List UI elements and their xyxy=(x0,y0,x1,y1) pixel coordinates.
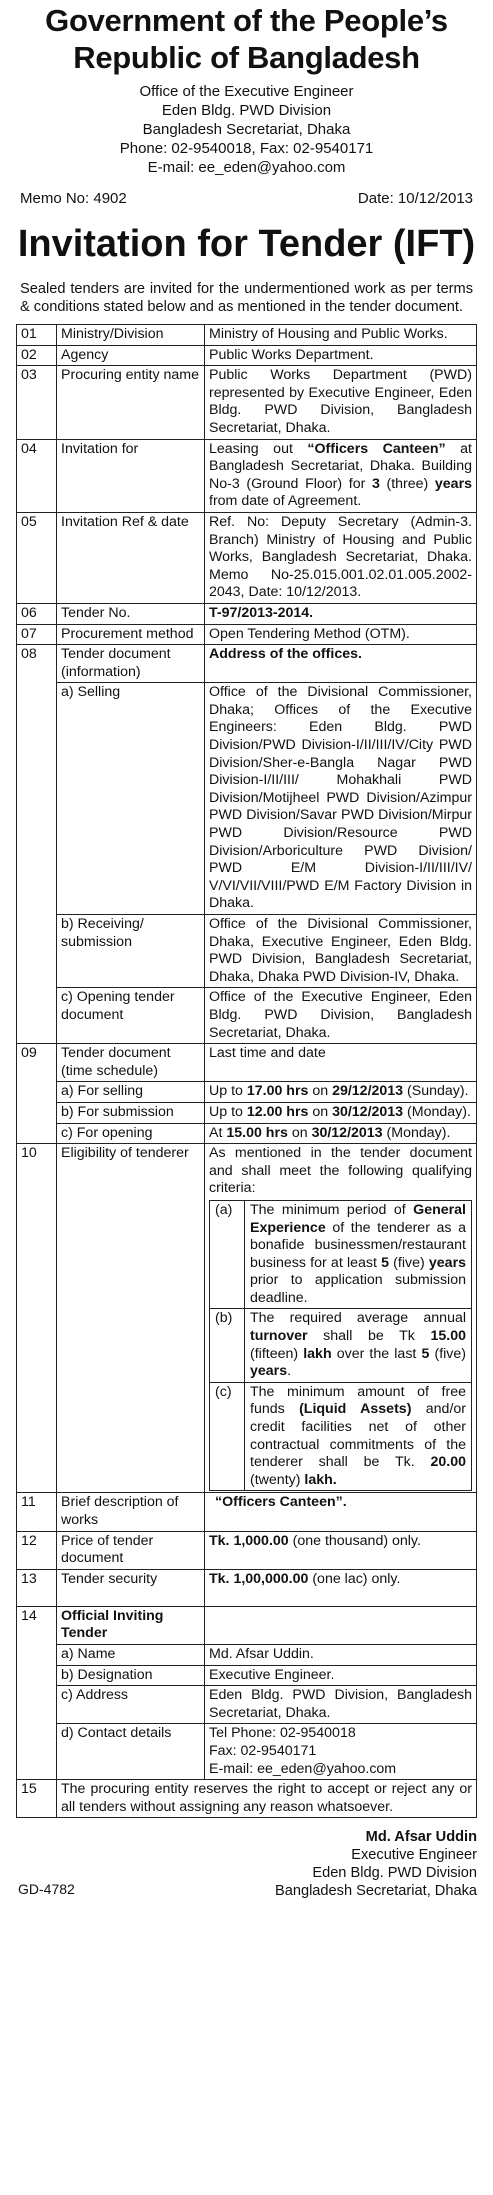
criteria-text xyxy=(245,1200,472,1309)
row-label: a) Name xyxy=(57,1644,205,1665)
memo-date: Date: 10/12/2013 xyxy=(357,190,473,207)
row-label: b) For submission xyxy=(57,1102,205,1123)
opening-office: Office of the Executive Engineer, Eden Bldg. PWD Division, Bangladesh Secretariat, Dhaka. xyxy=(205,988,477,1044)
row-number: 02 xyxy=(17,345,57,366)
row-value: Open Tendering Method (OTM). xyxy=(205,624,477,645)
table-row xyxy=(17,1569,477,1606)
row-number: 14 xyxy=(17,1606,57,1779)
signatory-location: Bangladesh Secretariat, Dhaka xyxy=(274,1883,477,1900)
official-contact xyxy=(205,1724,477,1780)
text: (five) xyxy=(429,1345,466,1362)
row-value: Public Works Department. xyxy=(205,345,477,366)
text: Up to xyxy=(209,1083,247,1100)
text: 15.00 xyxy=(430,1328,466,1345)
text: lakh. xyxy=(304,1471,337,1488)
years-word: years xyxy=(434,475,472,492)
office-name: Office of the Executive Engineer xyxy=(139,83,354,100)
text: prior to application submission deadline. xyxy=(250,1272,466,1306)
signatory-division: Eden Bldg. PWD Division xyxy=(312,1865,477,1882)
contact-fax: Fax: 02-9540171 xyxy=(209,1742,317,1759)
text: 5 xyxy=(381,1254,389,1271)
date: 29/12/2013 xyxy=(332,1083,404,1100)
price: Tk. 1,000.00 xyxy=(209,1532,289,1549)
tender-security xyxy=(205,1569,477,1606)
text: and/or credit facilities net of other contractual commitments of the tenderer shall be Tk. xyxy=(250,1401,466,1471)
text: (one thousand) only. xyxy=(288,1532,421,1549)
row-label: Procurement method xyxy=(57,624,205,645)
text: General Experience xyxy=(250,1201,466,1236)
row-label: a) Selling xyxy=(57,683,205,915)
text: (fifteen) xyxy=(250,1345,304,1362)
submission-deadline xyxy=(205,1102,477,1123)
text: on xyxy=(287,1124,312,1141)
table-row xyxy=(17,603,477,624)
row-label: Eligibility of tenderer xyxy=(57,1144,205,1493)
official-address: Eden Bldg. PWD Division, Bangladesh Secretariat, Dhaka. xyxy=(205,1686,477,1724)
text: The minimum period of xyxy=(250,1201,414,1218)
contact-email: E-mail: ee_eden@yahoo.com xyxy=(209,1760,397,1777)
phone-fax: Phone: 02-9540018, Fax: 02-9540171 xyxy=(119,140,374,157)
table-row xyxy=(17,1082,477,1103)
table-row xyxy=(17,1644,477,1665)
criteria-row xyxy=(210,1309,472,1382)
row-number: 03 xyxy=(17,366,57,439)
row-value: Last time and date xyxy=(205,1044,477,1082)
government-title xyxy=(16,2,477,76)
row-label: Invitation Ref & date xyxy=(57,512,205,603)
text: shall be Tk xyxy=(307,1328,431,1345)
ift-heading: Invitation for Tender (IFT) xyxy=(17,223,476,265)
criteria-number: (b) xyxy=(210,1309,245,1382)
signatory-name: Md. Afsar Uddin xyxy=(365,1829,477,1846)
table-row xyxy=(17,1493,477,1531)
row-label: Brief description of works xyxy=(57,1493,205,1531)
text: (twenty) xyxy=(250,1471,305,1488)
row-label: b) Designation xyxy=(57,1665,205,1686)
row-number: 04 xyxy=(17,439,57,512)
signatory-title: Executive Engineer xyxy=(351,1847,477,1864)
text: (Sunday). xyxy=(403,1083,469,1100)
criteria-text xyxy=(245,1382,472,1491)
table-row xyxy=(17,1606,477,1644)
text: from date of Agreement. xyxy=(209,493,362,510)
table-row xyxy=(17,366,477,439)
text: Leasing out xyxy=(209,440,308,457)
row-value xyxy=(205,439,477,512)
opening-time xyxy=(205,1123,477,1144)
security-amount: Tk. 1,00,000.00 xyxy=(209,1570,309,1587)
row-label: Tender document (information) xyxy=(57,645,205,683)
criteria-row xyxy=(210,1382,472,1491)
text: years xyxy=(250,1363,288,1380)
text: Up to xyxy=(209,1103,247,1120)
text: on xyxy=(308,1083,333,1100)
table-row xyxy=(17,1686,477,1724)
eligibility-criteria xyxy=(205,1144,477,1493)
selling-offices: Office of the Divisional Commissioner, Dhaka; Offices of the Executive Engineers: Eden Bldg. PWD Division/PWD Division-I/II/III/IV/City PWD Division/Sher-e-Bangla Nagar PWD Division-I/II/III/ Mohakhali PWD Division/Motijheel PWD Division/Azimpur PWD Division/Savar PWD Division/Mirpur PWD Division/Resource PWD Division/Arboriculture PWD Division/ PWD E/M Division-I/II/III/IV/ V/VI/VII/VIII/PWD E/M Factory Division in Dhaka. xyxy=(205,683,477,915)
canteen-name: “Officers Canteen” xyxy=(307,440,446,457)
row-number: 15 xyxy=(17,1780,57,1818)
row-number: 13 xyxy=(17,1569,57,1606)
empty-cell xyxy=(205,1606,477,1644)
row-number: 08 xyxy=(17,645,57,1044)
table-row xyxy=(17,325,477,346)
table-row xyxy=(17,1144,477,1493)
row-label: a) For selling xyxy=(57,1082,205,1103)
signature-block xyxy=(16,1828,477,1900)
criteria-row xyxy=(210,1200,472,1309)
row-number: 09 xyxy=(17,1044,57,1144)
gd-code: GD-4782 xyxy=(18,1881,75,1898)
division-name: Eden Bldg. PWD Division xyxy=(161,102,332,119)
contact-phone: Tel Phone: 02-9540018 xyxy=(209,1725,356,1742)
row-number: 11 xyxy=(17,1493,57,1531)
office-location: Bangladesh Secretariat, Dhaka xyxy=(142,121,351,138)
row-label: Tender document (time schedule) xyxy=(57,1044,205,1082)
text: (Monday). xyxy=(382,1124,451,1141)
table-row xyxy=(17,1724,477,1780)
row-label: c) Address xyxy=(57,1686,205,1724)
criteria-number: (c) xyxy=(210,1382,245,1491)
row-value: Ref. No: Deputy Secretary (Admin-3. Branch) Ministry of Housing and Public Works, Bangladesh Secretariat, Dhaka. Memo No-25.015.001.02.01.005.2002-2043, Date: 10/12/2013. xyxy=(205,512,477,603)
date: 30/12/2013 xyxy=(311,1124,383,1141)
memo-number: Memo No: 4902 xyxy=(20,190,127,207)
table-row xyxy=(17,1531,477,1569)
office-address-block xyxy=(16,82,477,177)
text: . xyxy=(287,1363,292,1380)
table-row xyxy=(17,1044,477,1082)
office-email: E-mail: ee_eden@yahoo.com xyxy=(147,159,346,176)
text: lakh xyxy=(303,1345,332,1362)
row-label: Procuring entity name xyxy=(57,366,205,439)
table-row xyxy=(17,512,477,603)
receiving-offices: Office of the Divisional Commissioner, Dhaka, Executive Engineer, Eden Bldg. PWD Division, Bangladesh Secretariat, Dhaka, Dhaka PWD Division-IV, Dhaka. xyxy=(205,915,477,988)
row-label: b) Receiving/ submission xyxy=(57,915,205,988)
text: At xyxy=(209,1124,227,1141)
table-row xyxy=(17,988,477,1044)
table-row xyxy=(17,624,477,645)
text: (one lac) only. xyxy=(308,1570,401,1587)
document-price xyxy=(205,1531,477,1569)
row-label: Agency xyxy=(57,345,205,366)
text: (Monday). xyxy=(403,1103,471,1120)
row-label: Ministry/Division xyxy=(57,325,205,346)
row-value: Address of the offices. xyxy=(205,645,477,683)
criteria-table xyxy=(209,1200,472,1492)
official-name: Md. Afsar Uddin. xyxy=(205,1644,477,1665)
intro-paragraph: Sealed tenders are invited for the undermentioned work as per terms & conditions stated below and as mentioned in the tender document. xyxy=(20,281,473,315)
text: years xyxy=(428,1254,466,1271)
table-row xyxy=(17,439,477,512)
table-row xyxy=(17,345,477,366)
date: 30/12/2013 xyxy=(332,1103,404,1120)
text: 20.00 xyxy=(430,1454,466,1471)
time: 12.00 hrs xyxy=(246,1103,309,1120)
selling-deadline xyxy=(205,1082,477,1103)
row-label: c) Opening tender document xyxy=(57,988,205,1044)
row-label: Invitation for xyxy=(57,439,205,512)
time: 17.00 hrs xyxy=(246,1083,309,1100)
lease-years: 3 xyxy=(371,475,380,492)
text: on xyxy=(308,1103,333,1120)
row-number: 05 xyxy=(17,512,57,603)
row-label: Tender No. xyxy=(57,603,205,624)
row-number: 10 xyxy=(17,1144,57,1493)
row-number: 01 xyxy=(17,325,57,346)
text: The required average annual xyxy=(250,1310,466,1327)
criteria-number: (a) xyxy=(210,1200,245,1309)
tender-notice xyxy=(16,0,477,1900)
row-number: 07 xyxy=(17,624,57,645)
official-designation: Executive Engineer. xyxy=(205,1665,477,1686)
row-label: Price of tender document xyxy=(57,1531,205,1569)
tender-number: T-97/2013-2014. xyxy=(205,603,477,624)
text: over the last xyxy=(331,1345,422,1362)
text: (Liquid Assets) xyxy=(299,1401,412,1418)
works-description: “Officers Canteen”. xyxy=(205,1493,477,1531)
row-label: Official Inviting Tender xyxy=(57,1606,205,1644)
table-row xyxy=(17,915,477,988)
title-line-2: Republic of Bangladesh xyxy=(73,40,420,75)
text: turnover xyxy=(250,1328,308,1345)
reservation-clause: The procuring entity reserves the right to accept or reject any or all tenders without assigning any reason whatsoever. xyxy=(57,1780,477,1818)
row-label: c) For opening xyxy=(57,1123,205,1144)
table-row xyxy=(17,1780,477,1818)
text: 5 xyxy=(421,1345,430,1362)
table-row xyxy=(17,1123,477,1144)
text: The minimum amount of free funds xyxy=(250,1383,466,1418)
eligibility-intro: As mentioned in the tender document and shall meet the following qualifying criteria: xyxy=(209,1145,472,1197)
text: (three) xyxy=(379,475,435,492)
row-number: 12 xyxy=(17,1531,57,1569)
text: (five) xyxy=(389,1254,429,1271)
table-row xyxy=(17,1665,477,1686)
text: at Bangladesh Secretariat, Dhaka. Building No-3 (Ground Floor) for xyxy=(209,440,472,492)
row-value: Public Works Department (PWD) represented by Executive Engineer, Eden Bldg. PWD Division, Bangladesh Secretariat, Dhaka. xyxy=(205,366,477,439)
table-row xyxy=(17,1102,477,1123)
memo-row xyxy=(16,189,477,208)
table-row xyxy=(17,645,477,683)
row-label: Tender security xyxy=(57,1569,205,1606)
row-number: 06 xyxy=(17,603,57,624)
row-label: d) Contact details xyxy=(57,1724,205,1780)
title-line-1: Government of the People’s xyxy=(45,3,448,38)
row-value: Ministry of Housing and Public Works. xyxy=(205,325,477,346)
criteria-text xyxy=(245,1309,472,1382)
tender-details-table xyxy=(16,324,477,1818)
table-row xyxy=(17,683,477,915)
time: 15.00 hrs xyxy=(226,1124,288,1141)
text: of the tenderer as a bonafide businessmen/restaurant business for at least xyxy=(250,1219,466,1271)
